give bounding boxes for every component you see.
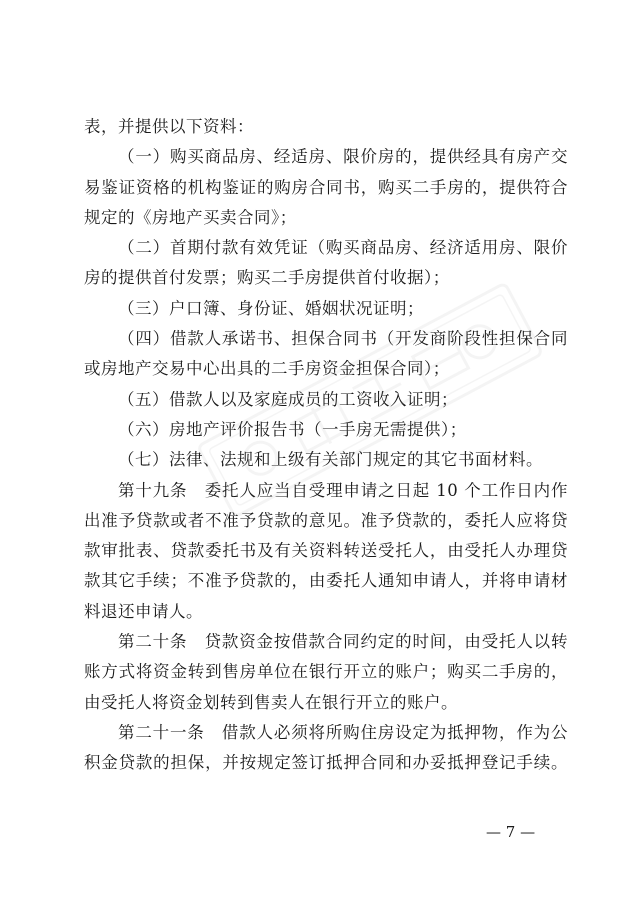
text-line: 账方式将资金转到售房单位在银行开立的账户；购买二手房的， bbox=[84, 662, 568, 682]
text-line: 规定的《房地产买卖合同》； bbox=[84, 207, 297, 227]
text-line: 易鉴证资格的机构鉴证的购房合同书，购买二手房的，提供符合 bbox=[84, 177, 568, 197]
text-line: 表，并提供以下资料： bbox=[84, 117, 254, 136]
text-line: （五）借款人以及家庭成员的工资收入证明； bbox=[118, 389, 458, 409]
text-line: （三）户口簿、身份证、婚姻状况证明； bbox=[118, 298, 424, 318]
text-line: （六）房地产评价报告书（一手房无需提供）； bbox=[118, 419, 467, 439]
text-line: 第十九条 委托人应当自受理申请之日起 10 个工作日内作 bbox=[118, 480, 568, 500]
text-line: （七）法律、法规和上级有关部门规定的其它书面材料。 bbox=[118, 450, 543, 470]
page-number: — 7 — bbox=[486, 823, 536, 841]
text-line: （四）借款人承诺书、担保合同书（开发商阶段性担保合同 bbox=[118, 329, 568, 349]
text-line: 由受托人将资金划转到售卖人在银行开立的账户。 bbox=[84, 692, 458, 712]
text-line: 房的提供首付发票；购买二手房提供首付收据）； bbox=[84, 268, 450, 288]
text-line: 第二十条 贷款资金按借款合同约定的时间，由受托人以转 bbox=[118, 632, 568, 652]
text-line: 款审批表、贷款委托书及有关资料转送受托人，由受托人办理贷 bbox=[84, 541, 568, 561]
body-text bbox=[84, 112, 568, 779]
text-line: 出准予贷款或者不准予贷款的意见。准予贷款的，委托人应将贷 bbox=[84, 510, 568, 530]
text-line: （二）首期付款有效凭证（购买商品房、经济适用房、限价 bbox=[118, 238, 568, 258]
text-line: 积金贷款的担保，并按规定签订抵押合同和办妥抵押登记手续。 bbox=[84, 753, 568, 773]
text-line: （一）购买商品房、经适房、限价房的，提供经具有房产交 bbox=[118, 147, 568, 167]
text-line: 款其它手续；不准予贷款的，由委托人通知申请人，并将申请材 bbox=[84, 571, 568, 591]
text-line: 料退还申请人。 bbox=[84, 601, 203, 621]
text-line: 第二十一条 借款人必须将所购住房设定为抵押物，作为公 bbox=[118, 722, 568, 742]
text-line: 或房地产交易中心出具的二手房资金担保合同）； bbox=[84, 359, 450, 379]
